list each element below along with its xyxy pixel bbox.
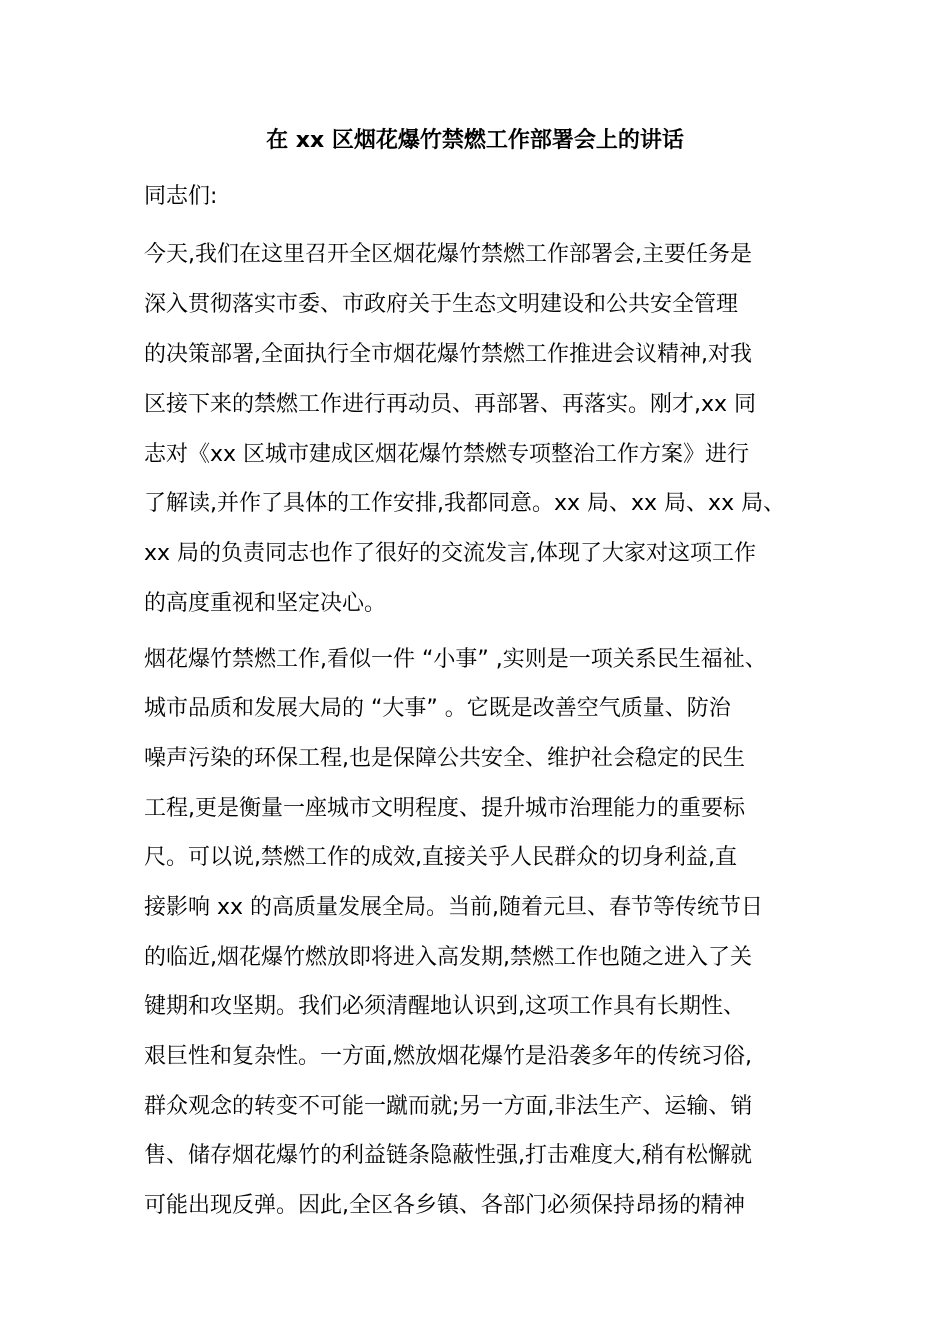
document-title: 在 xx 区烟花爆竹禁燃工作部署会上的讲话 (266, 128, 684, 153)
text-line: 深入贯彻落实市委、市政府关于生态文明建设和公共安全管理 (144, 292, 739, 317)
text-line: 群众观念的转变不可能一蹴而就;另一方面,非法生产、运输、销 (144, 1094, 753, 1119)
text-line: 的临近,烟花爆竹燃放即将进入高发期,禁燃工作也随之进入了关 (144, 945, 752, 970)
text-line: 接影响 xx 的高质量发展全局。当前,随着元旦、春节等传统节日 (144, 895, 764, 920)
text-line: 的决策部署,全面执行全市烟花爆竹禁燃工作推进会议精神,对我 (144, 342, 752, 367)
text-line: 可能出现反弹。因此,全区各乡镇、各部门必须保持昂扬的精神 (144, 1193, 745, 1218)
text-line: 城市品质和发展大局的 “大事” 。它既是改善空气质量、防治 (144, 696, 731, 721)
text-line: 了解读,并作了具体的工作安排,我都同意。xx 局、xx 局、xx 局、 (144, 491, 786, 516)
text-line: 工程,更是衡量一座城市文明程度、提升城市治理能力的重要标 (144, 796, 745, 821)
text-line: 今天,我们在这里召开全区烟花爆竹禁燃工作部署会,主要任务是 (144, 242, 752, 267)
text-line: 噪声污染的环保工程,也是保障公共安全、维护社会稳定的民生 (144, 746, 745, 771)
text-line: 的高度重视和坚定决心。 (144, 591, 387, 616)
text-line: 志对《xx 区城市建成区烟花爆竹禁燃专项整治工作方案》进行 (144, 442, 750, 467)
text-line: xx 局的负责同志也作了很好的交流发言,体现了大家对这项工作 (144, 541, 757, 566)
text-line: 烟花爆竹禁燃工作,看似一件 “小事” ,实则是一项关系民生福祉、 (144, 647, 767, 672)
text-line: 键期和攻坚期。我们必须清醒地认识到,这项工作具有长期性、 (144, 994, 745, 1019)
salutation: 同志们: (144, 184, 218, 209)
text-line: 区接下来的禁燃工作进行再动员、再部署、再落实。刚才,xx 同 (144, 392, 757, 417)
text-line: 尺。可以说,禁燃工作的成效,直接关乎人民群众的切身利益,直 (144, 845, 737, 870)
text-line: 售、储存烟花爆竹的利益链条隐蔽性强,打击难度大,稍有松懈就 (144, 1143, 752, 1168)
text-line: 艰巨性和复杂性。一方面,燃放烟花爆竹是沿袭多年的传统习俗, (144, 1044, 752, 1069)
